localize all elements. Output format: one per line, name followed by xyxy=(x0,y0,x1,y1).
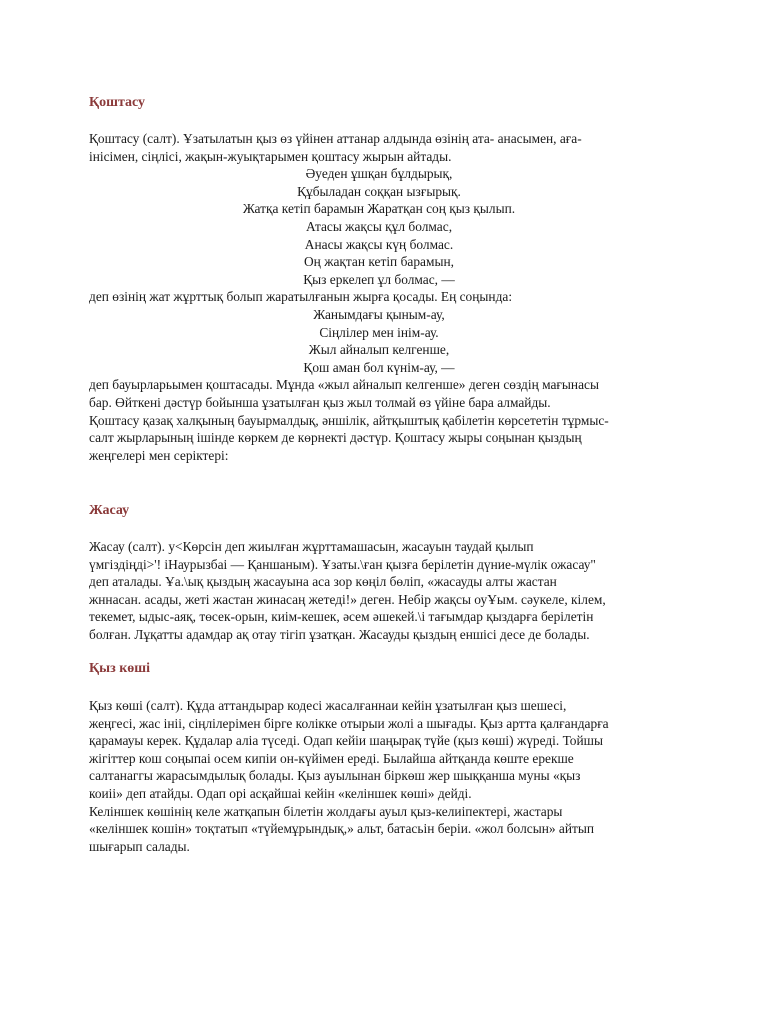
verse-line: Жатқа кетіп барамын Жаратқан соң қыз қылып. xyxy=(242,201,516,217)
paragraph-line: деп бауырларьымен қоштасады. Мұнда «жыл айналып келгенше» деген сөздің мағынасы xyxy=(89,377,599,393)
paragraph-line: үмгіздіңді>'! іНаурызбаі — Қаншаным). Ұзаты.\ған қызға берілетін дүние-мүлік ожасау" xyxy=(89,556,596,572)
paragraph-line: шығарып салады. xyxy=(89,838,190,854)
verse-line: Жанымдағы қыным-ау, xyxy=(313,306,445,322)
paragraph-line: Келіншек көшінің келе жатқапын білетін жолдағы ауыл қыз-келиіпектері, жастары xyxy=(89,803,563,819)
verse-line: Атасы жақсы құл болмас, xyxy=(305,218,453,234)
section-heading-koshtasu: Қоштасу xyxy=(89,95,146,110)
paragraph-line: Қыз көші (салт). Құда аттандырар кодесі жасалғаннаи кейін ұзатылған қыз шешесі, xyxy=(89,698,567,713)
paragraph-line: бар. Өйткені дәстүр бойынша ұзатылған қыз жыл толмай өз үйіне бара алмайды. xyxy=(89,394,551,410)
section-heading-zhasau: Жасау xyxy=(89,503,130,518)
paragraph-line: інісімен, сіңлісі, жақын-жуықтарымен қоштасу жырын айтады. xyxy=(89,148,452,164)
paragraph-line: Қоштасу (салт). Ұзатылатын қыз өз үйінен аттанар алдында өзінің ата- анасымен, аға- xyxy=(89,131,582,146)
paragraph-line: жігіттер кош соңыпаі осем кипіи он-күйімен ереді. Былайша айтқанда көште ерекше xyxy=(89,750,574,766)
paragraph-line: жеңгелері мен серіктері: xyxy=(89,447,229,463)
verse-line: Оң жақтан кетіп барамын, xyxy=(304,254,454,270)
paragraph-line: деп аталады. Ұа.\ық қыздың жасауына аса зор көңіл бөліп, «жасауды алты жастан xyxy=(89,574,557,590)
paragraph-line: салт жырларының ішінде көркем де көрнекті дәстүр. Қоштасу жыры соңынан қыздың xyxy=(89,430,582,446)
verse-line: Сіңлілер мен інім-ау. xyxy=(319,324,439,340)
verse-line: Жыл айналып келгенше, xyxy=(308,342,450,358)
paragraph-line: «келіншек кошін» тоқтатып «түйемұрындық,» альт, батасьін беріи. «жол болсын» айтып xyxy=(89,821,595,837)
paragraph-line: текемет, ыдыс-аяқ, төсек-орын, киім-кешек, әсем әшекей.\і тағымдар қыздарға берілетін xyxy=(89,609,594,625)
verse-line: Анасы жақсы күң болмас. xyxy=(304,236,454,252)
verse-line: Қыз еркелеп ұл болмас, — xyxy=(303,271,455,287)
verse-line: Қош аман бол күнім-ау, — xyxy=(303,359,455,375)
section-heading-kyz-koshi: Қыз көші xyxy=(89,661,150,676)
paragraph-line: жеңгесі, жас ініі, сіңлілерімен бірге колікке отырыи жолі а шығады. Қыз артта қалғандарға xyxy=(89,715,609,731)
section-body-kyz-koshi xyxy=(89,697,669,855)
verse-line: Әуеден ұшқан бұлдырық, xyxy=(305,166,453,182)
paragraph-line: деп өзінің жат жұрттық болып жаратылғанын жырға қосады. Ең соңында: xyxy=(89,289,513,305)
section-body-koshtasu xyxy=(89,130,669,464)
paragraph-line: болған. Лұқатты адамдар ақ отау тігіп ұзатқан. Жасауды қыздың еншісі десе де болады. xyxy=(89,626,590,642)
verse-line: Құбыладан соққан ызғырық. xyxy=(297,183,461,199)
paragraph-line: жннасан. асады, жеті жастан жинасаң жетеді!» деген. Небір жақсы оуҰым. сәукеле, кілем, xyxy=(89,591,606,607)
paragraph-line: Жасау (салт). у<Көрсін деп жиылған жұрттамашасын, жасауын таудай қылып xyxy=(89,539,534,554)
paragraph-line: салтанаггы жарасымдылық болады. Қыз ауылынан біркөш жер шыққанша муны «қыз xyxy=(89,768,581,784)
paragraph-line: қарамауы керек. Құдалар аліа түседі. Одап кейіи шаңырақ түйе (қыз көші) жүреді. Тойшы xyxy=(89,733,603,749)
paragraph-line: Қоштасу қазақ халқының бауырмалдық, әншілік, айтқыштық қабілетін көрсететін тұрмыс- xyxy=(89,412,609,428)
paragraph-line: коиіі» деп атайды. Одап орі асқайшаі кейін «келіншек көші» дейді. xyxy=(89,785,472,801)
section-body-zhasau xyxy=(89,538,669,644)
